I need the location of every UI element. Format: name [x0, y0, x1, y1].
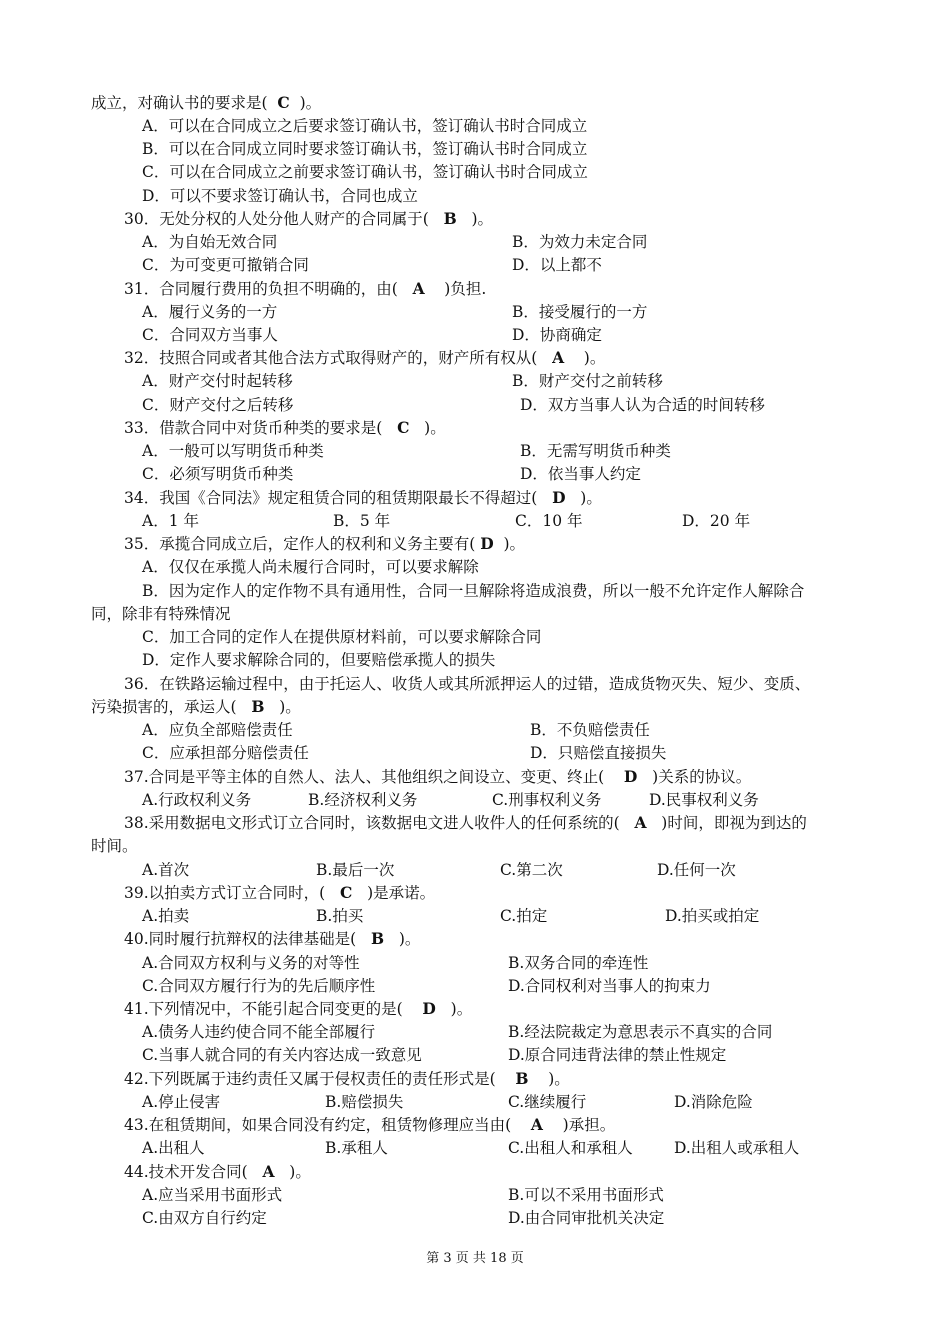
text-line	[91, 603, 231, 625]
text-segment: A.债务人违约使合同不能全部履行	[142, 1023, 376, 1041]
text-line	[124, 278, 486, 300]
text-segment: C．可以在合同成立之前要求签订确认书，签订确认书时合同成立	[142, 163, 588, 181]
text-line	[142, 789, 251, 811]
text-line	[142, 463, 293, 485]
text-line	[142, 185, 418, 207]
text-line	[500, 905, 547, 927]
text-line	[508, 1207, 664, 1229]
text-segment: D.原合同违背法律的禁止性规定	[508, 1046, 727, 1064]
text-segment: )。	[456, 210, 494, 228]
text-line	[91, 696, 301, 718]
text-line	[124, 998, 472, 1020]
text-line	[142, 370, 293, 392]
text-line	[515, 510, 583, 532]
answer-letter: B	[515, 1069, 529, 1088]
answer-letter: D	[623, 767, 638, 786]
text-line	[325, 1137, 388, 1159]
text-line	[142, 556, 479, 578]
text-line	[124, 347, 605, 369]
text-segment: C．加工合同的定作人在提供原材料前，可以要求解除合同	[142, 628, 542, 646]
text-segment: A.应当采用书面形式	[142, 1186, 283, 1204]
text-segment: D.消除危险	[674, 1093, 753, 1111]
text-segment: B.最后一次	[316, 861, 395, 879]
text-segment: C.合同双方履行行为的先后顺序性	[142, 977, 376, 995]
text-line	[142, 1207, 267, 1229]
text-segment: 31．合同履行费用的负担不明确的，由(	[124, 280, 413, 298]
text-segment: B．为效力未定合同	[512, 233, 648, 251]
text-segment: )。	[264, 698, 301, 716]
text-line	[508, 975, 711, 997]
text-line	[142, 1184, 282, 1206]
text-segment: B.双务合同的牵连性	[508, 954, 649, 972]
text-segment: 37.合同是平等主体的自然人、法人、其他组织之间设立、变更、终止(	[124, 768, 624, 786]
text-segment: A.首次	[142, 861, 190, 879]
text-segment: B．无需写明货币种类	[520, 442, 671, 460]
text-segment: )时间，即视为到达的	[646, 814, 807, 832]
text-line	[124, 1161, 311, 1183]
text-segment: 36．在铁路运输过程中，由于托运人、收货人或其所派押运人的过错，造成货物灭失、短少、变质、	[124, 675, 811, 693]
answer-letter: C	[397, 418, 410, 437]
text-segment: )。	[528, 1070, 570, 1088]
text-segment: D.由合同审批机关决定	[508, 1209, 665, 1227]
text-segment: A.拍卖	[142, 907, 190, 925]
text-segment: A．财产交付时起转移	[142, 372, 293, 390]
text-line	[308, 789, 417, 811]
text-segment: D．双方当事人认为合适的时间转移	[520, 396, 765, 414]
text-line	[682, 510, 750, 532]
text-line	[124, 928, 420, 950]
text-line	[124, 487, 602, 509]
text-segment: B．可以在合同成立同时要求签订确认书，签订确认书时合同成立	[142, 140, 588, 158]
text-line	[142, 231, 277, 253]
text-segment: A.行政权利义务	[142, 791, 252, 809]
text-segment: 44.技术开发合同(	[124, 1163, 263, 1181]
text-segment: B．因为定作人的定作物不具有通用性，合同一旦解除将造成浪费，所以一般不允许定作人解除合	[142, 582, 805, 600]
text-segment: C．应承担部分赔偿责任	[142, 744, 309, 762]
answer-letter: B	[251, 697, 265, 716]
text-segment: B.承租人	[325, 1139, 388, 1157]
text-segment: D．可以不要求签订确认书，合同也成立	[142, 187, 418, 205]
text-line	[665, 905, 759, 927]
text-segment: B.经法院裁定为意思表示不真实的合同	[508, 1023, 773, 1041]
text-segment: )。	[409, 419, 446, 437]
text-line	[124, 673, 810, 695]
text-line	[508, 1021, 772, 1043]
text-line	[124, 882, 435, 904]
text-segment: 成立，对确认书的要求是(	[91, 94, 278, 112]
text-segment: D.任何一次	[657, 861, 736, 879]
text-line	[508, 1184, 664, 1206]
text-line	[316, 905, 363, 927]
answer-letter: A	[530, 1115, 543, 1134]
answer-letter: A	[412, 279, 425, 298]
text-segment: 35．承揽合同成立后，定作人的权利和义务主要有(	[124, 535, 481, 553]
answer-letter: A	[634, 813, 647, 832]
text-segment: 40.同时履行抗辩权的法律基础是(	[124, 930, 371, 948]
text-line	[124, 812, 807, 834]
text-line	[142, 115, 587, 137]
text-segment: A.停止侵害	[142, 1093, 221, 1111]
text-line	[316, 859, 394, 881]
text-segment: B．接受履行的一方	[512, 303, 648, 321]
text-line	[142, 580, 804, 602]
text-segment: A．履行义务的一方	[142, 303, 278, 321]
text-segment: 43.在租赁期间，如果合同没有约定，租赁物修理应当由(	[124, 1116, 531, 1134]
text-line	[520, 394, 765, 416]
text-line	[649, 789, 759, 811]
text-segment: D．以上都不	[512, 256, 602, 274]
text-segment: A．1 年	[142, 512, 199, 530]
text-segment: C.继续履行	[508, 1093, 587, 1111]
answer-letter: A	[262, 1162, 275, 1181]
text-line	[512, 231, 647, 253]
text-line	[512, 370, 663, 392]
text-segment: C.由双方自行约定	[142, 1209, 267, 1227]
text-segment: 41.下列情况中，不能引起合同变更的是(	[124, 1000, 423, 1018]
text-line	[142, 440, 324, 462]
text-segment: )。	[435, 1000, 473, 1018]
text-line	[142, 1137, 205, 1159]
text-line	[512, 254, 602, 276]
text-line	[124, 1114, 615, 1136]
text-line	[674, 1091, 753, 1113]
answer-letter: C	[277, 93, 290, 112]
answer-letter: C	[339, 883, 353, 902]
text-line	[142, 161, 588, 183]
text-segment: C．为可变更可撤销合同	[142, 256, 309, 274]
text-segment: B.赔偿损失	[325, 1093, 404, 1111]
text-line	[142, 1091, 220, 1113]
text-segment: )。	[493, 535, 526, 553]
text-segment: )。	[274, 1163, 311, 1181]
text-segment: C．必须写明货币种类	[142, 465, 294, 483]
text-line	[142, 626, 541, 648]
text-line	[508, 1044, 726, 1066]
text-line	[142, 301, 277, 323]
text-segment: 污染损害的，承运人(	[91, 698, 252, 716]
text-line	[124, 1068, 570, 1090]
text-line	[508, 1091, 586, 1113]
text-segment: C.当事人就合同的有关内容达成一致意见	[142, 1046, 422, 1064]
text-segment: 30．无处分权的人处分他人财产的合同属于(	[124, 210, 444, 228]
text-segment: A．为自始无效合同	[142, 233, 278, 251]
text-segment: B．财产交付之前转移	[512, 372, 663, 390]
text-line	[142, 1021, 375, 1043]
text-segment: C.拍定	[500, 907, 548, 925]
text-line	[91, 835, 138, 857]
text-line	[124, 533, 525, 555]
text-line	[142, 859, 189, 881]
text-segment: D．定作人要求解除合同的，但要赔偿承揽人的损失	[142, 651, 496, 669]
text-segment: )关系的协议。	[637, 768, 752, 786]
text-segment: D.合同权利对当事人的拘束力	[508, 977, 711, 995]
text-segment: 32．技照合同或者其他合法方式取得财产的，财产所有权从(	[124, 349, 553, 367]
text-segment: B.可以不采用书面形式	[508, 1186, 664, 1204]
text-segment: D.民事权利义务	[649, 791, 759, 809]
answer-letter: D	[480, 534, 494, 553]
text-segment: C.刑事权利义务	[492, 791, 602, 809]
text-line	[508, 1137, 633, 1159]
text-line	[674, 1137, 799, 1159]
text-line	[333, 510, 390, 532]
text-segment: C.第二次	[500, 861, 563, 879]
answer-letter: B	[370, 929, 385, 948]
text-line	[142, 138, 587, 160]
text-segment: B．不负赔偿责任	[530, 721, 650, 739]
text-segment: A．一般可以写明货币种类	[142, 442, 324, 460]
text-segment: 38.采用数据电文形式订立合同时，该数据电文进人收件人的任何系统的(	[124, 814, 635, 832]
text-line	[142, 510, 199, 532]
text-segment: )。	[384, 930, 421, 948]
text-line	[142, 975, 375, 997]
text-segment: )。	[289, 94, 322, 112]
text-line	[492, 789, 601, 811]
text-segment: 34．我国《合同法》规定租赁合同的租赁期限最长不得超过(	[124, 489, 553, 507]
text-line	[520, 463, 641, 485]
text-segment: D．20 年	[682, 512, 751, 530]
text-segment: B.经济权利义务	[308, 791, 418, 809]
text-line	[124, 208, 493, 230]
text-segment: C.出租人和承租人	[508, 1139, 633, 1157]
text-segment: 39.以拍卖方式订立合同时，(	[124, 884, 340, 902]
text-line	[142, 254, 309, 276]
text-line	[142, 719, 293, 741]
answer-letter: D	[552, 488, 566, 507]
text-segment: 同，除非有特殊情况	[91, 605, 231, 623]
text-segment: D．依当事人约定	[520, 465, 641, 483]
text-segment: A．仅仅在承揽人尚未履行合同时，可以要求解除	[142, 558, 479, 576]
text-segment: C．合同双方当事人	[142, 326, 278, 344]
text-segment: )是承诺。	[352, 884, 436, 902]
text-segment: C．财产交付之后转移	[142, 396, 294, 414]
text-segment: C．10 年	[515, 512, 583, 530]
text-segment: A．可以在合同成立之后要求签订确认书，签订确认书时合同成立	[142, 117, 588, 135]
text-segment: A.合同双方权利与义务的对等性	[142, 954, 360, 972]
answer-letter: A	[552, 348, 565, 367]
text-line	[124, 766, 751, 788]
text-segment: )。	[564, 349, 606, 367]
page-footer: 第 3 页 共 18 页	[426, 1251, 524, 1266]
text-segment: D．只赔偿直接损失	[530, 744, 667, 762]
text-line	[520, 440, 671, 462]
text-segment: B．5 年	[333, 512, 391, 530]
answer-letter: B	[443, 209, 457, 228]
text-line	[512, 301, 647, 323]
text-segment: 时间。	[91, 837, 138, 855]
text-segment: D.出租人或承租人	[674, 1139, 800, 1157]
answer-letter: D	[422, 999, 436, 1018]
text-line	[508, 952, 648, 974]
text-line	[142, 905, 189, 927]
text-segment: D．协商确定	[512, 326, 602, 344]
text-line	[91, 92, 321, 114]
text-segment: D.拍买或拍定	[665, 907, 760, 925]
text-segment: )负担.	[424, 280, 487, 298]
text-segment: A.出租人	[142, 1139, 205, 1157]
text-segment: )。	[565, 489, 602, 507]
text-line	[657, 859, 736, 881]
text-line	[325, 1091, 403, 1113]
text-segment: B.拍买	[316, 907, 364, 925]
text-line	[142, 324, 278, 346]
text-line	[142, 394, 293, 416]
text-line	[142, 952, 360, 974]
text-line	[530, 742, 666, 764]
text-segment: 42.下列既属于违约责任又属于侵权责任的责任形式是(	[124, 1070, 516, 1088]
text-line	[530, 719, 650, 741]
text-line	[142, 742, 309, 764]
text-segment: A．应负全部赔偿责任	[142, 721, 293, 739]
text-line	[124, 417, 446, 439]
text-line	[142, 649, 495, 671]
text-line	[500, 859, 563, 881]
text-segment: 33．借款合同中对货币种类的要求是(	[124, 419, 398, 437]
text-line	[512, 324, 602, 346]
text-segment: )承担。	[542, 1116, 616, 1134]
text-line	[142, 1044, 422, 1066]
